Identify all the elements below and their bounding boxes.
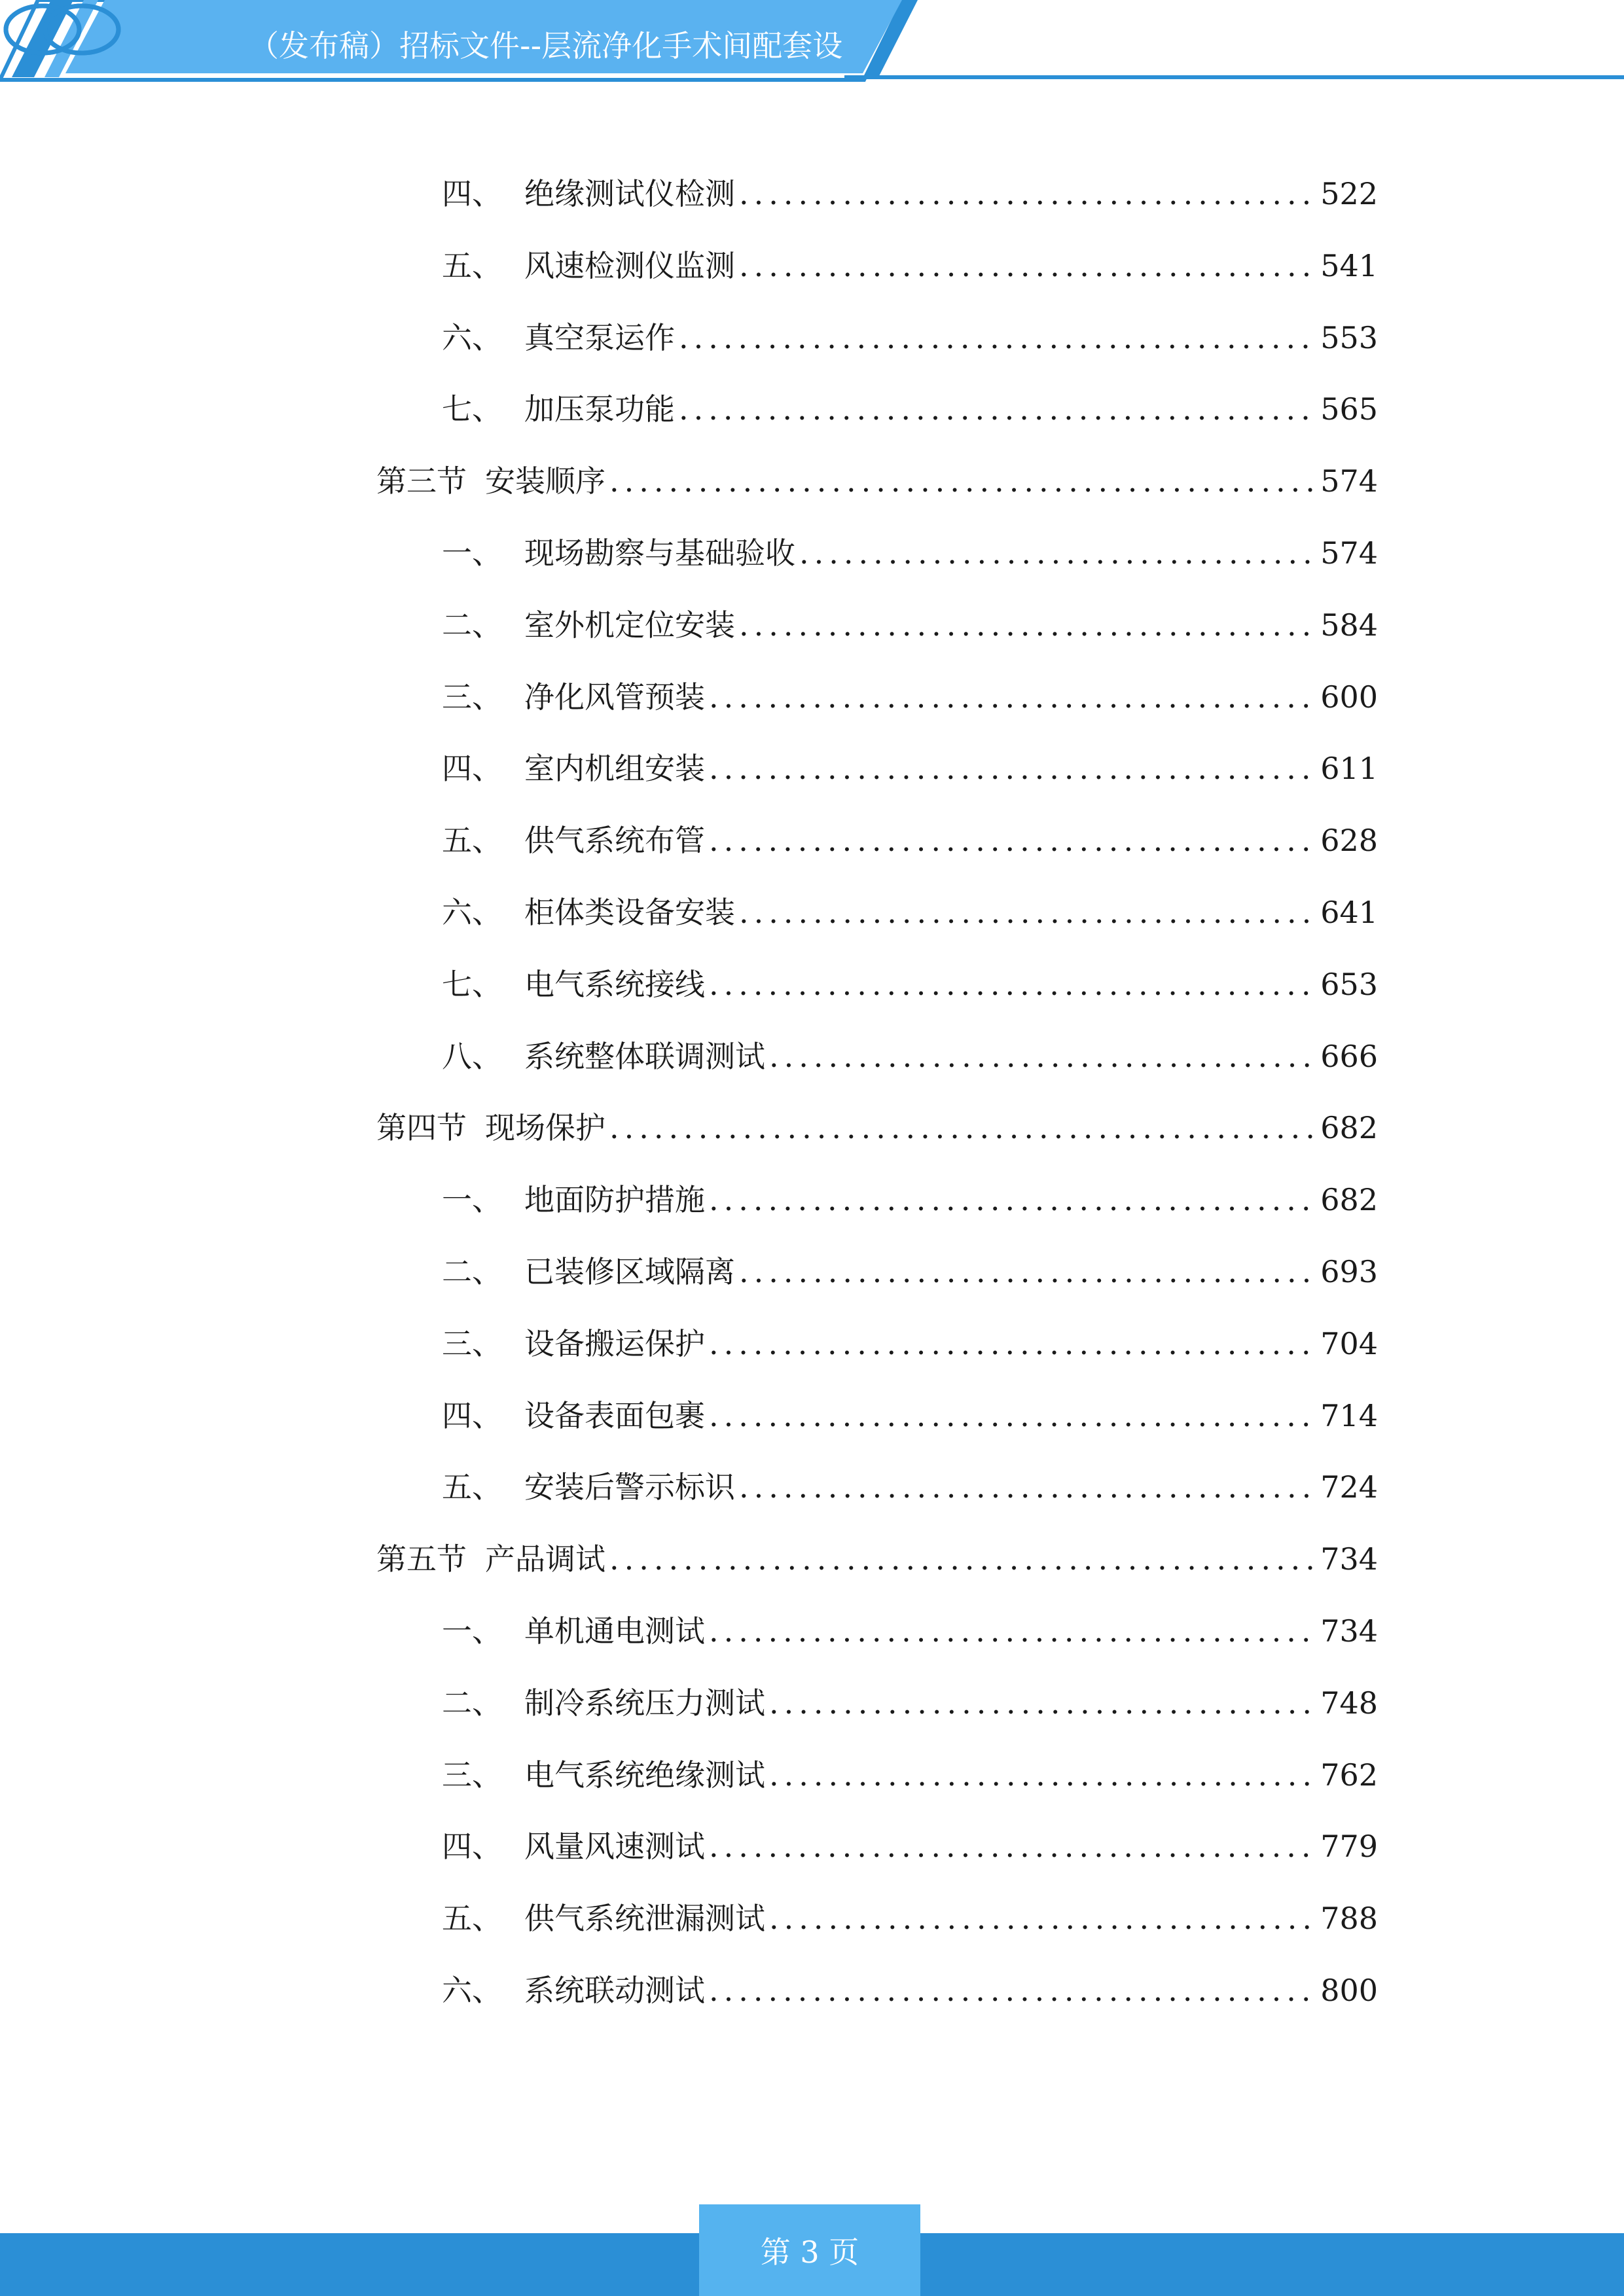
page-header [0, 0, 1624, 88]
toc-entry-page: 666 [1320, 1039, 1378, 1074]
toc-entry[interactable] [442, 1967, 1378, 2013]
toc-entry-number: 四、 [442, 1829, 502, 1864]
toc-dot-leader [709, 1967, 1314, 2013]
toc-entry-number: 四、 [442, 751, 502, 786]
toc-entry-number: 四、 [442, 176, 502, 211]
toc-dot-leader [679, 315, 1314, 361]
toc-dot-leader [609, 1536, 1314, 1582]
toc-entry-page: 611 [1320, 751, 1378, 786]
toc-entry-page: 724 [1320, 1469, 1378, 1505]
toc-entry-number: 一、 [442, 1613, 502, 1649]
toc-dot-leader [739, 171, 1314, 217]
page-number: 第 3 页 [699, 2204, 920, 2296]
toc-dot-leader [609, 458, 1314, 504]
toc-entry-page: 734 [1320, 1613, 1378, 1649]
toc-entry-title: 室内机组安装 [524, 751, 705, 786]
toc-entry-number: 第四节 [376, 1110, 467, 1145]
toc-dot-leader [679, 386, 1314, 432]
toc-entry-title: 现场勘察与基础验收 [524, 535, 795, 571]
toc-entry-title: 加压泵功能 [524, 391, 675, 427]
toc-entry-number: 二、 [442, 1685, 502, 1721]
toc-entry[interactable] [442, 1033, 1378, 1079]
toc-entry-number: 第三节 [376, 463, 467, 499]
toc-entry-number: 三、 [442, 679, 502, 715]
toc-entry-page: 693 [1320, 1254, 1378, 1289]
toc-entry-page: 734 [1320, 1541, 1378, 1577]
toc-entry-page: 653 [1320, 967, 1378, 1002]
toc-entry-page: 779 [1320, 1829, 1378, 1864]
toc-entry-page: 714 [1320, 1398, 1378, 1433]
toc-dot-leader [769, 1680, 1314, 1726]
toc-dot-leader [709, 1177, 1314, 1223]
double-ring-icon [0, 0, 124, 59]
toc-entry[interactable] [442, 889, 1378, 935]
toc-dot-leader [709, 961, 1314, 1007]
toc-entry[interactable] [442, 530, 1378, 576]
toc-entry-title: 风速检测仪监测 [524, 248, 735, 283]
toc-entry-title: 风量风速测试 [524, 1829, 705, 1864]
toc-entry-number: 四、 [442, 1398, 502, 1433]
toc-entry-title: 安装后警示标识 [524, 1469, 735, 1505]
document-title: （发布稿）招标文件--层流净化手术间配套设 [249, 28, 843, 63]
toc-entry-number: 六、 [442, 1973, 502, 2008]
toc-entry-title: 室外机定位安装 [524, 607, 735, 643]
toc-dot-leader [709, 1608, 1314, 1654]
toc-dot-leader [709, 674, 1314, 720]
toc-entry-title: 净化风管预装 [524, 679, 705, 715]
toc-dot-leader [709, 817, 1314, 863]
toc-entry-page: 748 [1320, 1685, 1378, 1721]
toc-entry[interactable] [442, 386, 1378, 432]
toc-entry-page: 641 [1320, 895, 1378, 930]
toc-entry[interactable] [442, 1177, 1378, 1223]
toc-entry-title: 产品调试 [485, 1541, 605, 1577]
toc-entry-title: 已装修区域隔离 [524, 1254, 735, 1289]
toc-entry-number: 六、 [442, 895, 502, 930]
toc-entry[interactable] [442, 1464, 1378, 1510]
toc-entry-title: 电气系统接线 [524, 967, 705, 1002]
toc-entry-page: 628 [1320, 823, 1378, 858]
toc-entry[interactable] [442, 674, 1378, 720]
toc-entry[interactable] [442, 171, 1378, 217]
toc-entry-title: 绝缘测试仪检测 [524, 176, 735, 211]
toc-entry-page: 600 [1320, 679, 1378, 715]
toc-entry-page: 704 [1320, 1326, 1378, 1361]
toc-entry-page: 762 [1320, 1757, 1378, 1793]
toc-entry-page: 800 [1320, 1973, 1378, 2008]
toc-dot-leader [709, 745, 1314, 791]
toc-entry-number: 一、 [442, 535, 502, 571]
toc-entry-number: 七、 [442, 391, 502, 427]
toc-entry-number: 六、 [442, 320, 502, 355]
toc-entry-title: 系统联动测试 [524, 1973, 705, 2008]
toc-dot-leader [799, 530, 1314, 576]
toc-entry-title: 制冷系统压力测试 [524, 1685, 765, 1721]
toc-dot-leader [739, 243, 1314, 289]
toc-dot-leader [739, 889, 1314, 935]
toc-section-entry[interactable] [376, 1105, 1378, 1151]
toc-entry[interactable] [442, 1321, 1378, 1367]
toc-entry-number: 五、 [442, 823, 502, 858]
toc-entry-page: 574 [1320, 535, 1378, 571]
toc-entry-number: 七、 [442, 967, 502, 1002]
toc-entry[interactable] [442, 1393, 1378, 1439]
toc-entry-page: 522 [1320, 176, 1378, 211]
toc-entry-page: 682 [1320, 1182, 1378, 1217]
toc-entry[interactable] [442, 1752, 1378, 1798]
toc-entry-number: 二、 [442, 607, 502, 643]
toc-entry-title: 供气系统布管 [524, 823, 705, 858]
toc-entry[interactable] [442, 1895, 1378, 1941]
toc-entry-number: 五、 [442, 1901, 502, 1936]
toc-dot-leader [739, 602, 1314, 648]
toc-entry-title: 供气系统泄漏测试 [524, 1901, 765, 1936]
toc-entry[interactable] [442, 1249, 1378, 1295]
toc-entry[interactable] [442, 315, 1378, 361]
toc-entry[interactable] [442, 961, 1378, 1007]
toc-entry-page: 574 [1320, 463, 1378, 499]
toc-entry-page: 565 [1320, 391, 1378, 427]
toc-entry-title: 设备搬运保护 [524, 1326, 705, 1361]
toc-entry-number: 八、 [442, 1039, 502, 1074]
toc-dot-leader [769, 1895, 1314, 1941]
toc-entry[interactable] [442, 745, 1378, 791]
toc-entry-number: 第五节 [376, 1541, 467, 1577]
toc-entry-title: 现场保护 [485, 1110, 605, 1145]
toc-entry-title: 系统整体联调测试 [524, 1039, 765, 1074]
toc-entry-number: 三、 [442, 1757, 502, 1793]
toc-dot-leader [709, 1321, 1314, 1367]
toc-entry[interactable] [442, 1608, 1378, 1654]
toc-dot-leader [739, 1249, 1314, 1295]
toc-entry[interactable] [442, 817, 1378, 863]
toc-entry-title: 柜体类设备安装 [524, 895, 735, 930]
toc-entry-page: 788 [1320, 1901, 1378, 1936]
toc-entry-number: 三、 [442, 1326, 502, 1361]
toc-entry-page: 682 [1320, 1110, 1378, 1145]
toc-entry-number: 五、 [442, 1469, 502, 1505]
toc-entry[interactable] [442, 1680, 1378, 1726]
toc-entry-title: 电气系统绝缘测试 [524, 1757, 765, 1793]
toc-entry-page: 584 [1320, 607, 1378, 643]
toc-dot-leader [769, 1033, 1314, 1079]
toc-entry-page: 553 [1320, 320, 1378, 355]
toc-entry-title: 安装顺序 [485, 463, 605, 499]
toc-entry-number: 五、 [442, 248, 502, 283]
toc-dot-leader [609, 1105, 1314, 1151]
toc-entry-title: 单机通电测试 [524, 1613, 705, 1649]
toc-entry-title: 真空泵运作 [524, 320, 675, 355]
toc-entry-number: 二、 [442, 1254, 502, 1289]
toc-section-entry[interactable] [376, 458, 1378, 504]
toc-entry-title: 设备表面包裹 [524, 1398, 705, 1433]
toc-dot-leader [709, 1823, 1314, 1869]
toc-entry-page: 541 [1320, 248, 1378, 283]
toc-entry[interactable] [442, 602, 1378, 648]
toc-dot-leader [739, 1464, 1314, 1510]
toc-entry-title: 地面防护措施 [524, 1182, 705, 1217]
toc-entry-number: 一、 [442, 1182, 502, 1217]
toc-entry[interactable] [442, 243, 1378, 289]
toc-section-entry[interactable] [376, 1536, 1378, 1582]
toc-entry[interactable] [442, 1823, 1378, 1869]
toc-dot-leader [769, 1752, 1314, 1798]
toc-dot-leader [709, 1393, 1314, 1439]
